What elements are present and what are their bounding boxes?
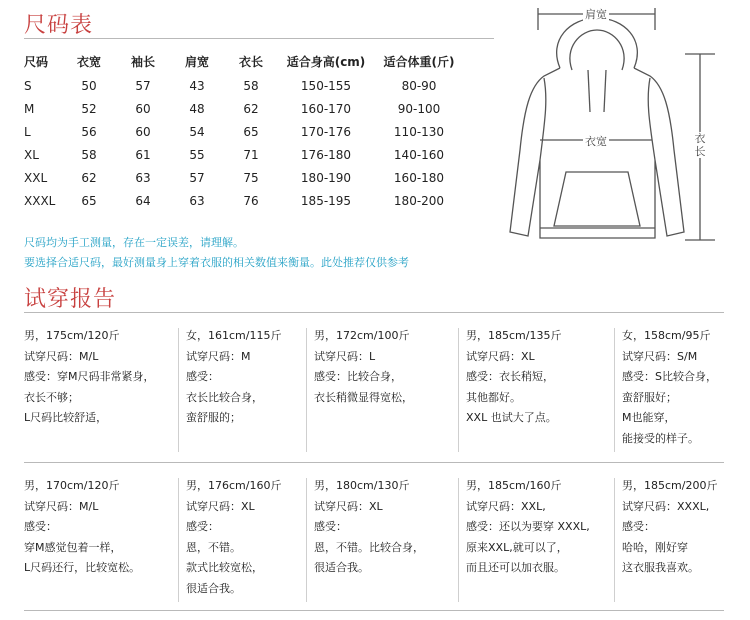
card-feedback-line: 衣长不够； [24,390,79,404]
row-divider [24,462,724,463]
size-cell: L [24,124,31,139]
card-feedback-line: L尺码还行，比较宽松。 [24,561,141,574]
size-cell: 80-90 [401,78,437,93]
size-cell: 110-130 [393,124,445,139]
column-divider [458,328,459,452]
card-profile: 男，175cm/120斤 [24,329,120,342]
size-cell: 63 [189,193,205,208]
card-feedback-line: 蛮舒服好； [622,390,677,404]
card-size: 试穿尺码：S/M [622,349,698,363]
size-cell: 43 [189,78,205,93]
size-cell: 50 [81,78,97,93]
header-size: 尺码 [24,54,49,69]
header-shoulder: 肩宽 [184,54,209,69]
size-cell: M [24,101,35,116]
header-sleeve: 袖长 [130,54,155,69]
report-card [186,476,281,599]
shoulder-label: 肩宽 [585,8,607,21]
size-cell: S [24,78,32,93]
card-feedback-line: 这衣服我喜欢。 [622,561,699,574]
card-feedback-line: 款式比较宽松， [186,561,263,574]
card-size: 试穿尺码：M [186,349,251,363]
card-feedback-line: 衣长比较合身， [186,390,263,404]
report-card [314,326,413,408]
note-measurement: 尺码均为手工测量，存在一定误差，请理解。 [24,236,244,249]
size-cell: 57 [135,78,151,93]
card-profile: 男，176cm/160斤 [186,479,282,492]
size-cell: 176-180 [300,147,352,162]
size-cell: 180-190 [300,170,352,185]
size-cell: XXL [24,170,48,185]
card-profile: 男，185cm/160斤 [466,479,562,492]
card-profile: 男，180cm/130斤 [314,479,410,492]
card-profile: 男，172cm/100斤 [314,329,410,342]
report-card [622,326,717,449]
size-cell: XXXL [24,193,56,208]
size-cell: 60 [135,101,151,116]
size-cell: 170-176 [300,124,352,139]
size-cell: 55 [189,147,205,162]
column-divider [306,478,307,602]
size-cell: 58 [81,147,97,162]
report-card [314,476,424,579]
card-feedback-line: XXL 也试大了点。 [466,411,557,424]
size-cell: 60 [135,124,151,139]
size-cell: 62 [81,170,97,185]
size-cell: 58 [243,78,259,93]
card-feedback-line: 感受：衣长稍短， [466,370,554,383]
card-feedback-line: 感受：还以为要穿 XXXL, [466,520,590,533]
hoodie-diagram [0,0,750,280]
card-feedback-line: L尺码比较舒适， [24,411,108,424]
size-cell: 150-155 [300,78,352,93]
size-cell: 52 [81,101,97,116]
card-feedback-line: 其他都好。 [466,390,521,404]
column-divider [178,478,179,602]
card-size: 试穿尺码：XL [314,499,383,513]
card-profile: 男，170cm/120斤 [24,479,120,492]
chest-label: 衣宽 [585,135,607,148]
size-cell: 65 [81,193,97,208]
size-cell: 160-180 [393,170,445,185]
report-underline [24,312,724,313]
column-divider [178,328,179,452]
column-divider [614,478,615,602]
size-cell: 160-170 [300,101,352,116]
size-cell: 76 [243,193,259,208]
card-feedback-line: 感受：S比较合身， [622,370,717,383]
header-length: 衣长 [238,54,263,69]
length-label-char: 衣 [694,132,706,145]
size-cell: 185-195 [300,193,352,208]
card-feedback-line: 感受： [314,520,347,533]
size-cell: 140-160 [393,147,445,162]
card-feedback-line: 很适合我。 [186,581,241,595]
size-cell: 75 [243,170,259,185]
header-chest: 衣宽 [76,54,101,69]
card-size: 试穿尺码：XL [466,349,535,363]
card-feedback-line: 蛮舒服的； [186,411,241,424]
note-recommendation: 要选择合适尺码，最好测量身上穿着衣服的相关数值来衡量。此处推荐仅供参考 [24,256,409,269]
size-cell: 56 [81,124,97,139]
card-size: 试穿尺码：M/L [24,499,99,513]
card-size: 试穿尺码：L [314,349,376,363]
size-cell: 63 [135,170,151,185]
card-profile: 男，185cm/200斤 [622,479,718,492]
size-cell: 48 [189,101,205,116]
card-feedback-line: 哈哈，刚好穿 [622,540,688,554]
size-cell: 61 [135,147,151,162]
report-card [466,476,590,579]
size-cell: 71 [243,147,259,162]
card-feedback-line: 而且还可以加衣服。 [466,561,565,574]
size-chart-title: 尺码表 [24,13,94,38]
card-feedback-line: 衣长稍微显得宽松， [314,390,413,404]
bottom-divider [24,610,724,611]
size-cell: 65 [243,124,259,139]
size-cell: 90-100 [397,101,441,116]
card-profile: 女，161cm/115斤 [186,329,282,342]
header-weight: 适合体重(斤) [383,54,455,69]
header-height: 适合身高(cm) [286,54,366,69]
card-feedback-line: 原来XXL,就可以了， [466,540,568,554]
card-feedback-line: 恩，不错。比较合身， [314,540,424,554]
card-feedback-line: 感受： [186,520,219,533]
length-label-char: 长 [694,145,706,158]
column-divider [614,328,615,452]
card-feedback-line: 感受：比较合身， [314,370,402,383]
size-cell: 57 [189,170,205,185]
column-divider [306,328,307,452]
card-size: 试穿尺码：XL [186,499,255,513]
column-divider [458,478,459,602]
card-size: 试穿尺码：XXXL, [622,499,710,513]
card-feedback-line: 感受： [24,520,57,533]
report-card [186,326,281,429]
report-card [24,476,140,579]
report-card [622,476,717,579]
card-feedback-line: 感受： [622,520,655,533]
length-label [694,132,706,158]
card-feedback-line: M也能穿， [622,411,676,424]
card-feedback-line: 感受： [186,370,219,383]
card-feedback-line: 很适合我。 [314,561,369,574]
size-cell: 62 [243,101,259,116]
card-feedback-line: 穿M感觉包着一样， [24,540,122,554]
card-feedback-line: 感受：穿M尺码非常紧身， [24,370,155,383]
trial-report-title: 试穿报告 [24,287,117,312]
size-cell: 54 [189,124,205,139]
size-cell: XL [24,147,39,162]
card-size: 试穿尺码：XXL, [466,499,546,513]
card-profile: 男，185cm/135斤 [466,329,562,342]
card-size: 试穿尺码：M/L [24,349,99,363]
size-cell: 64 [135,193,151,208]
card-profile: 女，158cm/95斤 [622,329,711,342]
card-feedback-line: 恩，不错。 [186,540,241,554]
report-card [466,326,561,429]
report-card [24,326,155,429]
card-feedback-line: 能接受的样子。 [622,431,699,445]
size-cell: 180-200 [393,193,445,208]
